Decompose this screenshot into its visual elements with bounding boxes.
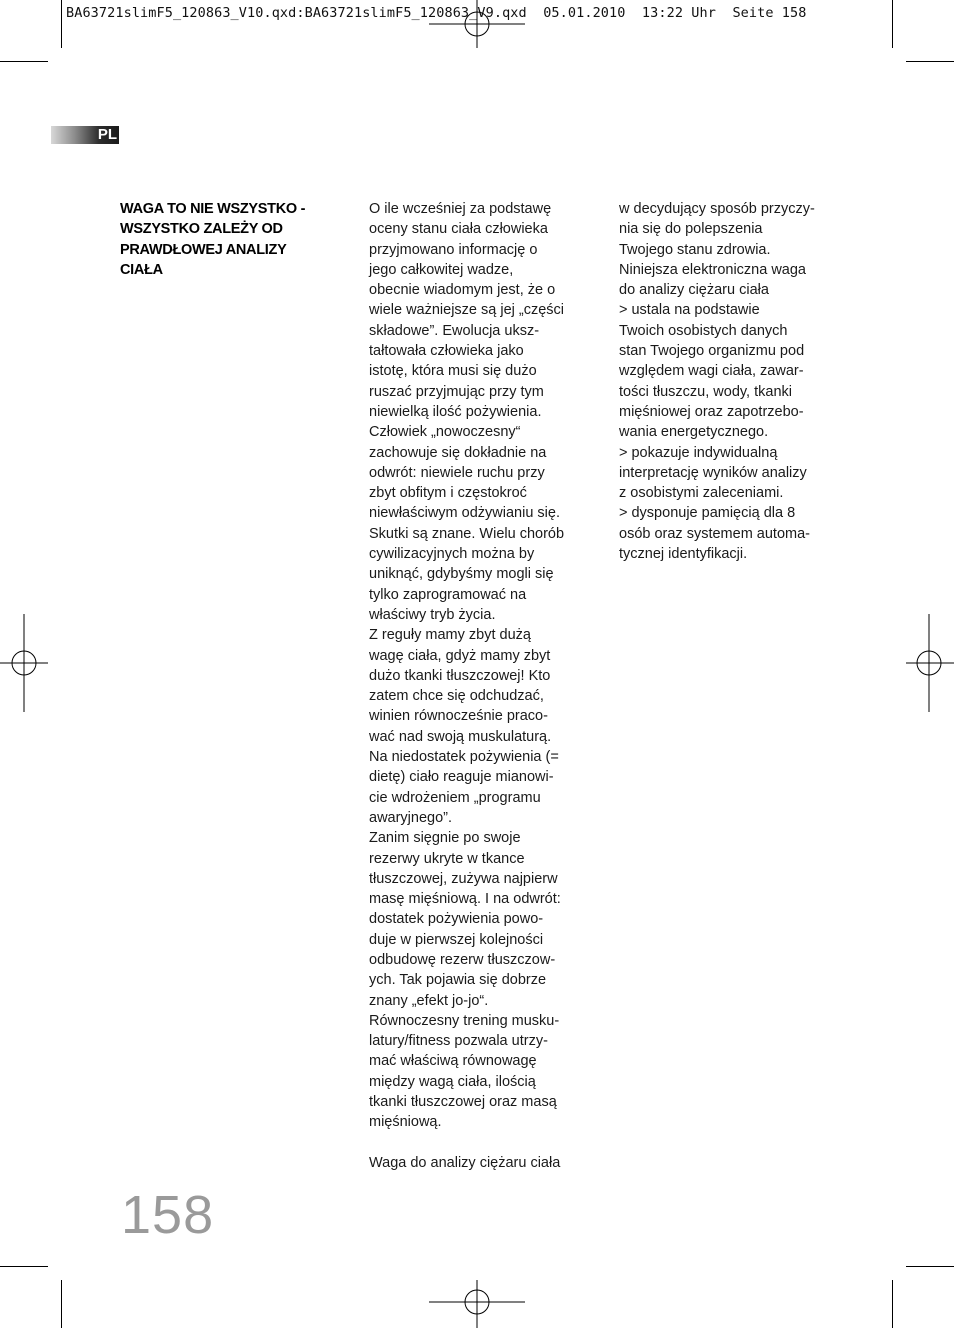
crop-mark-top-left-vertical bbox=[61, 0, 62, 48]
body-column-middle bbox=[369, 199, 594, 1173]
crop-mark-top-right-horizontal bbox=[906, 61, 954, 62]
text-line: rezerwy ukryte w tkance bbox=[369, 850, 525, 867]
crop-mark-bottom-left-horizontal bbox=[0, 1266, 48, 1267]
heading-line: WAGA TO NIE WSZYSTKO - bbox=[120, 201, 306, 217]
text-line: względem wagi ciała, zawar- bbox=[619, 363, 804, 380]
crop-mark-bottom-left-vertical bbox=[61, 1280, 62, 1328]
text-line: ych. Tak pojawia się dobrze bbox=[369, 972, 547, 989]
text-line: wania energetycznego. bbox=[619, 424, 769, 441]
text-line: do analizy ciężaru ciała bbox=[619, 282, 769, 299]
text-line: osób oraz systemem automa- bbox=[619, 525, 810, 542]
text-line: stan Twojego organizmu pod bbox=[619, 343, 805, 360]
text-line: jego całkowitej wadze, bbox=[369, 261, 514, 278]
text-line: Twojego stanu zdrowia. bbox=[619, 241, 771, 258]
text-line: istotę, która musi się dużo bbox=[369, 363, 537, 380]
text-line: przyjmowano informację o bbox=[369, 241, 538, 258]
text-line: obecnie wiadomym jest, że o bbox=[369, 282, 556, 299]
text-line: Zanim sięgnie po swoje bbox=[369, 830, 521, 847]
text-line: Twoich osobistych danych bbox=[619, 322, 788, 339]
text-line: Na niedostatek pożywienia (= bbox=[369, 749, 559, 766]
text-line: Człowiek „nowoczesny“ bbox=[369, 424, 521, 441]
heading-line: WSZYSTKO ZALEŻY OD bbox=[120, 221, 283, 238]
text-line: dietę) ciało reaguje mianowi- bbox=[369, 769, 554, 786]
text-line: nia się do polepszenia bbox=[619, 221, 763, 238]
crop-mark-bottom-right-horizontal bbox=[906, 1266, 954, 1267]
text-line: zachowuje się dokładnie na bbox=[369, 444, 547, 461]
body-column-right bbox=[619, 199, 844, 564]
crop-mark-top-left-horizontal bbox=[0, 61, 48, 62]
text-line: wać nad swoją muskulaturą. bbox=[369, 728, 552, 745]
registration-mark-left bbox=[0, 614, 50, 714]
text-line: znany „efekt jo-jo“. bbox=[369, 992, 489, 1009]
text-line: latury/fitness pozwala utrzy- bbox=[369, 1033, 548, 1050]
text-line: wiele ważniejsze są jej „części bbox=[369, 302, 565, 319]
text-line: składowe”. Ewolucja uksz- bbox=[369, 322, 540, 339]
text-line: tycznej identyfikacji. bbox=[619, 546, 748, 563]
text-line: > pokazuje indywidualną bbox=[619, 444, 778, 461]
registration-mark-top bbox=[427, 0, 527, 50]
section-heading bbox=[120, 199, 350, 281]
text-line: dużo tkanki tłuszczowej! Kto bbox=[369, 667, 551, 684]
text-line: duje w pierwszej kolejności bbox=[369, 931, 544, 948]
heading-line: CIAŁA bbox=[120, 262, 163, 279]
text-line: uniknąć, gdybyśmy mogli się bbox=[369, 566, 554, 583]
text-line: oceny stanu ciała człowieka bbox=[369, 221, 548, 238]
text-line: tłuszczowej, zużywa najpierw bbox=[369, 870, 558, 887]
text-line: Waga do analizy ciężaru ciała bbox=[369, 1154, 561, 1171]
text-line: między wagą ciała, ilością bbox=[369, 1073, 536, 1090]
page-number: 158 bbox=[121, 1185, 215, 1245]
language-code: PL bbox=[97, 126, 117, 143]
language-tab bbox=[51, 126, 119, 144]
text-line: Niniejsza elektroniczna waga bbox=[619, 261, 806, 278]
text-line: tałtowała człowieka jako bbox=[369, 343, 524, 360]
text-line bbox=[369, 1133, 594, 1153]
text-line: mać właściwą równowagę bbox=[369, 1053, 537, 1070]
text-line: tości tłuszczu, wody, tkanki bbox=[619, 383, 792, 400]
text-line: winien równocześnie praco- bbox=[369, 708, 548, 725]
text-line: Równoczesny trening musku- bbox=[369, 1012, 560, 1029]
text-line: tylko zaprogramować na bbox=[369, 586, 527, 603]
registration-mark-right bbox=[904, 614, 954, 714]
text-line: cywilizacyjnych można by bbox=[369, 546, 535, 563]
text-line: Skutki są znane. Wielu chorób bbox=[369, 525, 565, 542]
text-line: mięśniową. bbox=[369, 1114, 442, 1131]
crop-mark-top-right-vertical bbox=[892, 0, 893, 48]
text-line: z osobistymi zaleceniami. bbox=[619, 485, 784, 502]
crop-mark-bottom-right-vertical bbox=[892, 1280, 893, 1328]
text-line: niewielką ilość pożywienia. bbox=[369, 403, 542, 420]
text-line: zatem chce się odchudzać, bbox=[369, 688, 544, 705]
text-line: odwrót: niewiele ruchu przy bbox=[369, 464, 545, 481]
text-line: mięśniowej oraz zapotrzebo- bbox=[619, 403, 804, 420]
text-line: > dysponuje pamięcią dla 8 bbox=[619, 505, 796, 522]
text-line: > ustala na podstawie bbox=[619, 302, 760, 319]
text-line: zbyt obfitym i częstokroć bbox=[369, 485, 527, 502]
text-line: interpretację wyników analizy bbox=[619, 464, 807, 481]
text-line: Z reguły mamy zbyt dużą bbox=[369, 627, 531, 644]
text-line: wagę ciała, gdyż mamy zbyt bbox=[369, 647, 551, 664]
text-line: cie wdrożeniem „programu bbox=[369, 789, 541, 806]
text-line: odbudowę rezerw tłuszczow- bbox=[369, 951, 556, 968]
print-slug: BA63721slimF5_120863_V10.qxd:BA63721slimF5_120863_V9.qxd 05.01.2010 13:22 Uhr Seite 158 bbox=[66, 5, 807, 21]
text-line: awaryjnego”. bbox=[369, 809, 453, 826]
registration-mark-bottom bbox=[427, 1278, 527, 1328]
text-line: właściwy tryb życia. bbox=[369, 606, 496, 623]
text-line: masę mięśniową. I na odwrót: bbox=[369, 891, 561, 908]
text-line: niewłaściwym odżywianiu się. bbox=[369, 505, 560, 522]
text-line: ruszać przyjmując przy tym bbox=[369, 383, 544, 400]
text-line: dostatek pożywienia powo- bbox=[369, 911, 544, 928]
heading-line: PRAWDŁOWEJ ANALIZY bbox=[120, 241, 287, 258]
text-line: w decydujący sposób przyczy- bbox=[619, 201, 815, 217]
text-line: O ile wcześniej za podstawę bbox=[369, 201, 552, 217]
text-line: tkanki tłuszczowej oraz masą bbox=[369, 1094, 557, 1111]
